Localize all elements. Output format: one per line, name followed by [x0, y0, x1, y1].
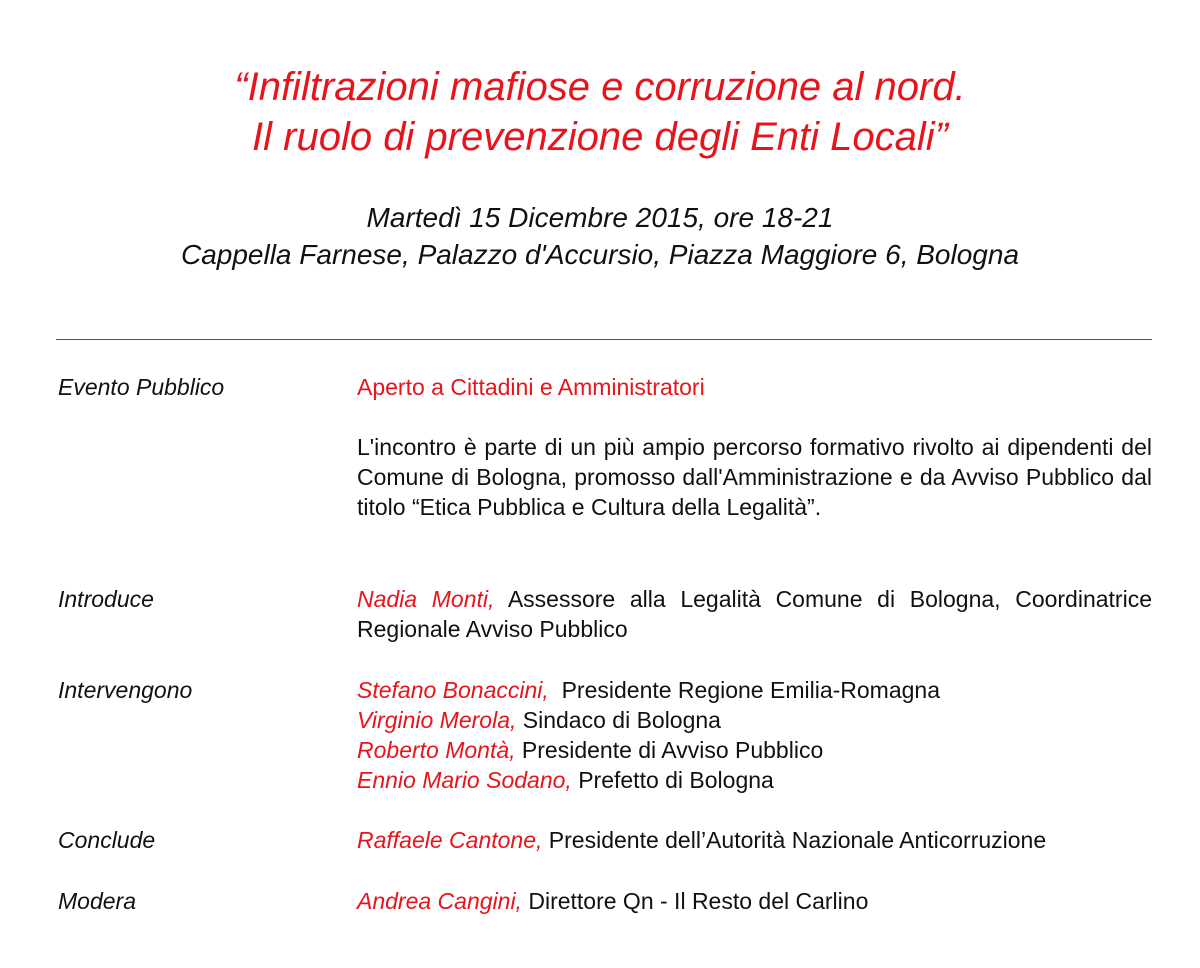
speaker-item: [357, 735, 1152, 765]
speaker-role: Sindaco di Bologna: [522, 707, 721, 733]
event-title: [0, 62, 1200, 162]
speaker-role: Prefetto di Bologna: [578, 767, 774, 793]
evento-access: Aperto a Cittadini e Amministratori: [357, 374, 705, 400]
program-content-evento: [357, 372, 1152, 522]
speaker-item: [357, 705, 1152, 735]
introduce-name: Nadia Monti,: [357, 586, 495, 612]
program-label-modera: Modera: [58, 888, 136, 914]
event-details: [0, 199, 1200, 273]
program-label-introduce: Introduce: [58, 586, 154, 612]
conclude-name: Raffaele Cantone,: [357, 827, 543, 853]
program-content-introduce: [357, 584, 1152, 644]
event-title-line-2: Il ruolo di prevenzione degli Enti Locali”: [252, 115, 948, 159]
program-content-conclude: [357, 825, 1152, 855]
program-row-modera: [58, 886, 1152, 916]
speaker-name: Stefano Bonaccini,: [357, 677, 549, 703]
program-label-evento: Evento Pubblico: [58, 374, 225, 400]
program-label-conclude: Conclude: [58, 827, 156, 853]
speaker-role: Presidente di Avviso Pubblico: [521, 737, 824, 763]
program-content-intervengono: [357, 675, 1152, 795]
event-title-line-1: “Infiltrazioni mafiose e corruzione al nord.: [234, 65, 966, 109]
program-content-modera: [357, 886, 1152, 916]
event-date: Martedì 15 Dicembre 2015, ore 18-21: [366, 202, 834, 233]
event-venue: Cappella Farnese, Palazzo d'Accursio, Piazza Maggiore 6, Bologna: [180, 239, 1020, 270]
program-row-conclude: [58, 825, 1152, 855]
modera-role: Direttore Qn - Il Resto del Carlino: [528, 888, 869, 914]
program-row-intervengono: [58, 675, 1152, 795]
speaker-name: Ennio Mario Sodano,: [357, 767, 572, 793]
speaker-name: Roberto Montà,: [357, 737, 516, 763]
speaker-name: Virginio Merola,: [357, 707, 517, 733]
introduce-role: Assessore alla Legalità Comune di Bologna, Coordinatrice Regionale Avviso Pubblico: [357, 586, 1152, 642]
speaker-role: Presidente Regione Emilia-Romagna: [561, 677, 940, 703]
conclude-role: Presidente dell’Autorità Nazionale Anticorruzione: [548, 827, 1047, 853]
speaker-item: [357, 675, 1152, 705]
program-row-introduce: [58, 584, 1152, 644]
program-row-evento: [58, 372, 1152, 552]
speaker-item: [357, 765, 1152, 795]
program-label-intervengono: Intervengono: [58, 677, 193, 703]
header-divider: [56, 339, 1152, 340]
evento-description: L'incontro è parte di un più ampio percorso formativo rivolto ai dipendenti del Comune di Bologna, promosso dall'Amministrazione e da Avviso Pubblico dal titolo “Etica Pubblica e Cultura della Legalità”.: [357, 434, 1152, 520]
modera-name: Andrea Cangini,: [357, 888, 522, 914]
